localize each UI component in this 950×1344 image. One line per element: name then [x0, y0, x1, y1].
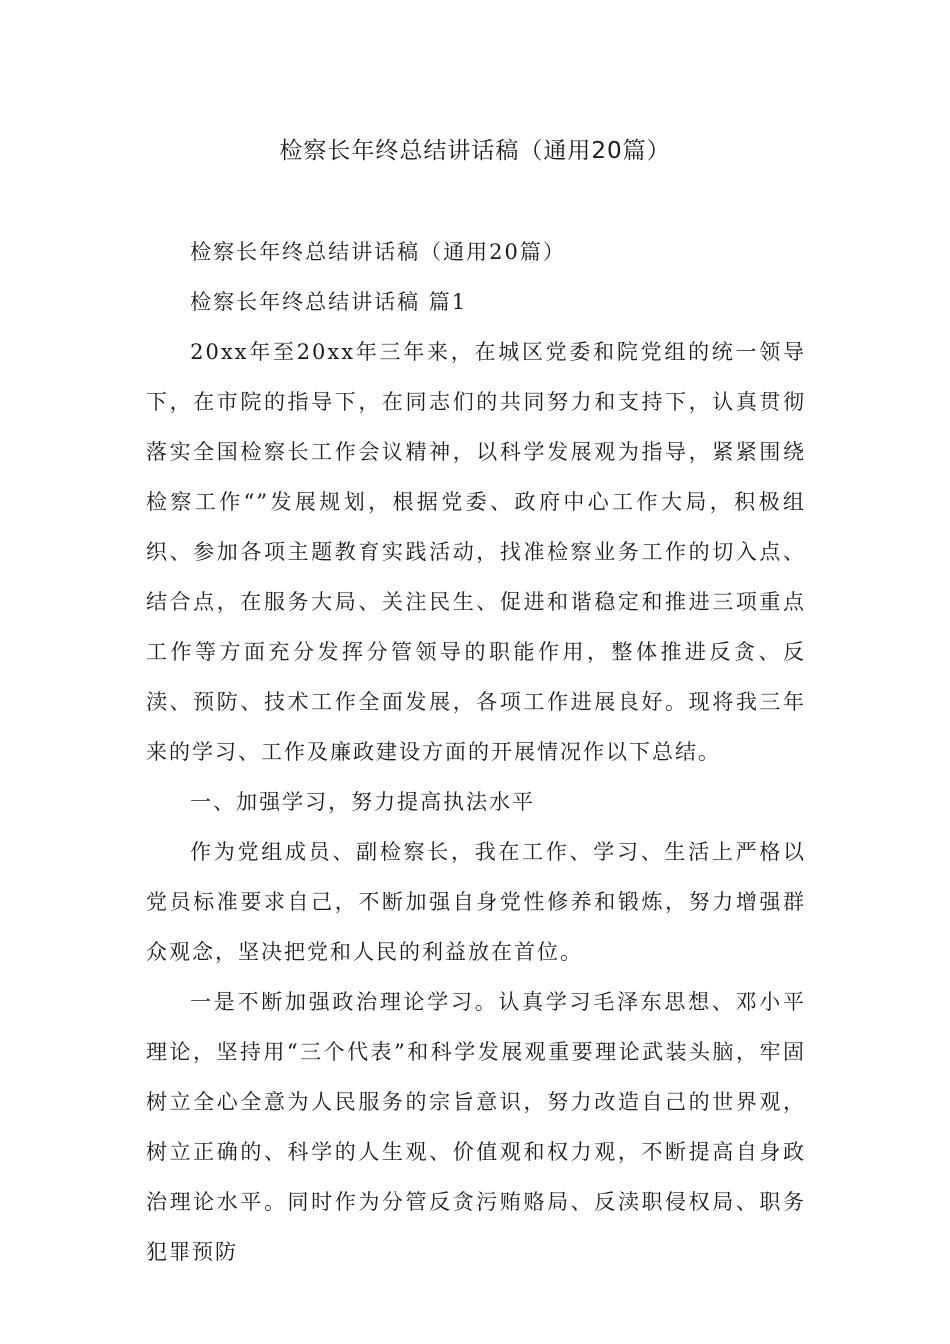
paragraph-heading-1: 一、加强学习，努力提高执法水平 — [190, 790, 536, 814]
paragraph-subtitle: 检察长年终总结讲话稿（通用20篇） — [190, 240, 566, 264]
paragraph-body-2: 一是不断加强政治理论学习。认真学习毛泽东思想、邓小平理论，坚持用“三个代表”和科学发展观重要理论武装头脑，牢固树立全心全意为人民服务的宗旨意识，努力改造自己的世界观，树立正确的、科学的人生观、价值观和权力观，不断提高自身政治理论水平。同时作为分管反贪污贿赂局、反渎职侵权局、职务犯罪预防 — [146, 990, 806, 1264]
document-title: 检察长年终总结讲话稿（通用20篇） — [279, 138, 671, 164]
paragraph-section-heading: 检察长年终总结讲话稿 篇1 — [190, 290, 468, 314]
paragraph-intro: 20xx年至20xx年三年来，在城区党委和院党组的统一领导下，在市院的指导下，在同志们的共同努力和支持下，认真贯彻落实全国检察长工作会议精神，以科学发展观为指导，紧紧围绕检察工作“”发展规划，根据党委、政府中心工作大局，积极组织、参加各项主题教育实践活动，找准检察业务工作的切入点、结合点，在服务大局、关注民生、促进和谐稳定和推进三项重点工作等方面充分发挥分管领导的职能作用，整体推进反贪、反渎、预防、技术工作全面发展，各项工作进展良好。现将我三年来的学习、工作及廉政建设方面的开展情况作以下总结。 — [146, 340, 806, 764]
paragraph-body-1: 作为党组成员、副检察长，我在工作、学习、生活上严格以党员标准要求自己，不断加强自身党性修养和锻炼，努力增强群众观念，坚决把党和人民的利益放在首位。 — [146, 840, 806, 964]
document-body — [146, 227, 806, 1277]
